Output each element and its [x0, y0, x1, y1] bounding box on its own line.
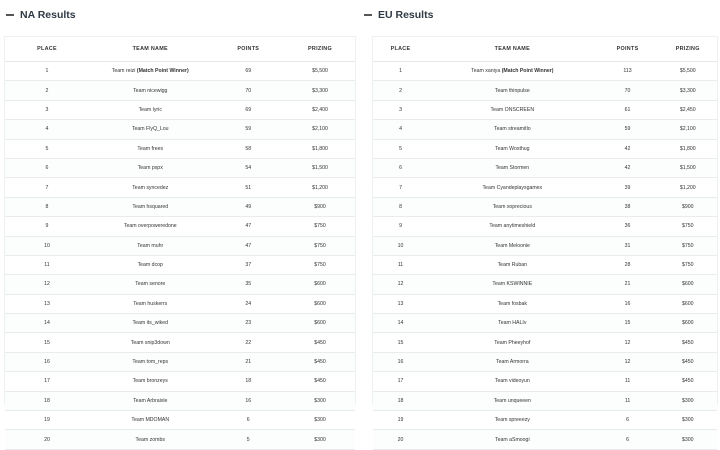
team-name-cell	[428, 255, 597, 274]
table-row	[5, 158, 355, 177]
eu-results-header[interactable]	[362, 0, 720, 30]
team-name: Team Armorra	[496, 359, 529, 366]
team-name-cell	[428, 430, 597, 449]
team-name: Team Pheeyhof	[494, 339, 531, 346]
team-name-column-header: TEAM NAME	[428, 37, 597, 62]
place-cell: 19	[5, 411, 89, 430]
team-name-cell	[428, 372, 597, 391]
prizing-cell: $600	[285, 275, 355, 294]
prizing-cell: $750	[285, 217, 355, 236]
prizing-cell: $1,200	[659, 178, 718, 197]
prizing-cell: $750	[659, 236, 718, 255]
team-name-cell	[89, 411, 212, 430]
prizing-cell: $450	[659, 372, 718, 391]
prizing-cell: $750	[285, 236, 355, 255]
team-name: Team MDOMAN	[131, 417, 170, 424]
points-cell: 5	[212, 430, 286, 449]
team-name: Team frees	[137, 145, 164, 152]
table-row	[373, 391, 717, 410]
prizing-cell: $300	[285, 430, 355, 449]
points-cell: 28	[597, 255, 659, 274]
eu-results-title: EU Results	[378, 9, 434, 21]
na-results-header[interactable]	[0, 0, 360, 30]
table-header-row	[373, 37, 717, 62]
match-point-winner-note: (Match Point Winner)	[501, 68, 554, 75]
collapse-icon[interactable]	[6, 14, 14, 16]
table-row	[373, 81, 717, 100]
points-cell: 6	[212, 411, 286, 430]
team-name: Team zombs	[135, 436, 165, 443]
prizing-cell: $900	[285, 197, 355, 216]
prizing-cell: $5,500	[285, 62, 355, 81]
place-cell: 3	[373, 100, 428, 119]
team-name: Team spreeezy	[494, 417, 530, 424]
place-cell: 6	[373, 158, 428, 177]
points-cell: 113	[597, 62, 659, 81]
points-cell: 23	[212, 314, 286, 333]
team-name-cell	[428, 391, 597, 410]
collapse-icon[interactable]	[364, 14, 372, 16]
team-name-cell	[89, 391, 212, 410]
team-name-column-header: TEAM NAME	[89, 37, 212, 62]
team-name: Team its_wiked	[132, 320, 168, 327]
prizing-cell: $3,300	[659, 81, 718, 100]
team-name-cell	[89, 275, 212, 294]
team-name-cell	[89, 197, 212, 216]
na-results-panel	[0, 0, 360, 443]
prizing-cell: $750	[659, 255, 718, 274]
prizing-cell: $600	[659, 314, 718, 333]
team-name: Team unqueeen	[493, 397, 531, 404]
prizing-cell: $900	[659, 197, 718, 216]
points-cell: 42	[597, 158, 659, 177]
prizing-cell: $600	[285, 294, 355, 313]
team-name: Team videoyun	[494, 378, 530, 385]
table-row	[373, 372, 717, 391]
points-cell: 15	[597, 314, 659, 333]
table-row	[373, 275, 717, 294]
points-cell: 59	[597, 120, 659, 139]
team-name: Team xaniya	[471, 68, 501, 75]
prizing-cell: $450	[285, 333, 355, 352]
team-name: Team syncedez	[132, 184, 169, 191]
points-cell: 24	[212, 294, 286, 313]
prizing-cell: $2,100	[659, 120, 718, 139]
team-name-cell	[89, 81, 212, 100]
points-cell: 69	[212, 100, 286, 119]
prizing-cell: $5,500	[659, 62, 718, 81]
table-row	[5, 178, 355, 197]
place-cell: 4	[5, 120, 89, 139]
team-name-cell	[89, 100, 212, 119]
team-name-cell	[89, 62, 212, 81]
team-name: Team aSmoogi	[495, 436, 530, 443]
table-row	[5, 139, 355, 158]
place-cell: 15	[373, 333, 428, 352]
points-column-header: POINTS	[597, 37, 659, 62]
place-cell: 12	[373, 275, 428, 294]
table-row	[5, 333, 355, 352]
points-cell: 35	[212, 275, 286, 294]
prizing-column-header: PRIZING	[285, 37, 355, 62]
place-cell: 13	[373, 294, 428, 313]
table-row	[373, 178, 717, 197]
points-cell: 21	[212, 352, 286, 371]
table-row	[5, 236, 355, 255]
points-cell: 61	[597, 100, 659, 119]
place-cell: 14	[373, 314, 428, 333]
prizing-cell: $750	[659, 217, 718, 236]
team-name: Team streamitlo	[494, 126, 531, 133]
points-cell: 11	[597, 372, 659, 391]
prizing-cell: $2,100	[285, 120, 355, 139]
table-row	[373, 217, 717, 236]
table-row	[5, 81, 355, 100]
table-row	[5, 120, 355, 139]
team-name: Team reizi	[111, 68, 136, 75]
team-name: Team Ruban	[497, 262, 528, 269]
prizing-cell: $600	[659, 275, 718, 294]
eu-results-table	[373, 37, 717, 450]
prizing-cell: $300	[659, 430, 718, 449]
table-header-row	[5, 37, 355, 62]
place-cell: 12	[5, 275, 89, 294]
prizing-cell: $3,300	[285, 81, 355, 100]
prizing-cell: $750	[285, 255, 355, 274]
na-results-table-card	[4, 36, 356, 443]
team-name: Team Meloonie	[494, 242, 530, 249]
place-cell: 15	[5, 333, 89, 352]
team-name: Team Stormen	[495, 165, 530, 172]
points-cell: 16	[212, 391, 286, 410]
points-cell: 6	[597, 430, 659, 449]
points-cell: 11	[597, 391, 659, 410]
match-point-winner-note: (Match Point Winner)	[136, 68, 189, 75]
place-cell: 8	[373, 197, 428, 216]
prizing-cell: $450	[659, 333, 718, 352]
team-name-cell	[428, 352, 597, 371]
team-name-cell	[428, 294, 597, 313]
na-results-title: NA Results	[20, 9, 76, 21]
place-cell: 11	[373, 255, 428, 274]
table-row	[373, 62, 717, 81]
place-cell: 17	[373, 372, 428, 391]
place-cell: 3	[5, 100, 89, 119]
points-cell: 12	[597, 333, 659, 352]
place-cell: 5	[5, 139, 89, 158]
prizing-cell: $2,450	[659, 100, 718, 119]
team-name-cell	[89, 158, 212, 177]
place-cell: 13	[5, 294, 89, 313]
team-name: Team Arbraixle	[133, 397, 168, 404]
na-results-body	[5, 62, 355, 450]
prizing-column-header: PRIZING	[659, 37, 718, 62]
points-cell: 12	[597, 352, 659, 371]
team-name: Team nicewigg	[133, 87, 168, 94]
points-cell: 38	[597, 197, 659, 216]
table-row	[5, 255, 355, 274]
team-name: Team HALIv	[498, 320, 527, 327]
table-row	[5, 100, 355, 119]
table-row	[5, 314, 355, 333]
prizing-cell: $300	[285, 411, 355, 430]
prizing-cell: $1,800	[659, 139, 718, 158]
prizing-cell: $1,500	[659, 158, 718, 177]
prizing-cell: $1,500	[285, 158, 355, 177]
points-cell: 69	[212, 62, 286, 81]
team-name-cell	[428, 236, 597, 255]
prizing-cell: $300	[659, 391, 718, 410]
team-name: Team tom_reps	[132, 359, 169, 366]
prizing-cell: $300	[285, 391, 355, 410]
team-name-cell	[428, 100, 597, 119]
team-name-cell	[428, 314, 597, 333]
points-cell: 47	[212, 236, 286, 255]
team-name: Team snip3down	[130, 339, 170, 346]
points-cell: 70	[597, 81, 659, 100]
place-cell: 14	[5, 314, 89, 333]
place-cell: 1	[5, 62, 89, 81]
team-name-cell	[428, 81, 597, 100]
table-row	[373, 255, 717, 274]
points-cell: 6	[597, 411, 659, 430]
team-name: Team ONSCREEN	[490, 106, 535, 113]
place-cell: 10	[5, 236, 89, 255]
place-cell: 16	[373, 352, 428, 371]
points-cell: 70	[212, 81, 286, 100]
team-name: Team overpoweredone	[123, 223, 177, 230]
table-row	[373, 333, 717, 352]
points-cell: 54	[212, 158, 286, 177]
table-row	[373, 352, 717, 371]
place-cell: 9	[5, 217, 89, 236]
team-name-cell	[428, 120, 597, 139]
place-column-header: PLACE	[5, 37, 89, 62]
table-row	[373, 411, 717, 430]
table-row	[373, 430, 717, 449]
points-cell: 39	[597, 178, 659, 197]
points-column-header: POINTS	[212, 37, 286, 62]
table-row	[5, 352, 355, 371]
eu-results-table-card	[372, 36, 718, 443]
table-row	[5, 197, 355, 216]
team-name-cell	[89, 294, 212, 313]
table-row	[373, 294, 717, 313]
points-cell: 37	[212, 255, 286, 274]
team-name-cell	[89, 236, 212, 255]
team-name-cell	[89, 178, 212, 197]
team-name: Team lyric	[138, 106, 162, 113]
place-cell: 7	[5, 178, 89, 197]
team-name-cell	[428, 333, 597, 352]
points-cell: 59	[212, 120, 286, 139]
table-row	[373, 120, 717, 139]
team-name: Team fosbak	[497, 300, 528, 307]
na-results-table	[5, 37, 355, 450]
table-row	[373, 158, 717, 177]
team-name-cell	[89, 314, 212, 333]
team-name: Team muhr	[137, 242, 164, 249]
points-cell: 31	[597, 236, 659, 255]
place-cell: 1	[373, 62, 428, 81]
table-row	[373, 314, 717, 333]
prizing-cell: $1,200	[285, 178, 355, 197]
team-name: Team Wosthug	[495, 145, 530, 152]
team-name-cell	[428, 197, 597, 216]
team-name-cell	[428, 62, 597, 81]
points-cell: 58	[212, 139, 286, 158]
table-row	[373, 139, 717, 158]
points-cell: 22	[212, 333, 286, 352]
team-name-cell	[428, 275, 597, 294]
place-cell: 19	[373, 411, 428, 430]
team-name: Team huskerrs	[133, 300, 168, 307]
table-row	[5, 62, 355, 81]
prizing-cell: $600	[285, 314, 355, 333]
table-row	[5, 430, 355, 449]
prizing-cell: $600	[659, 294, 718, 313]
team-name-cell	[89, 352, 212, 371]
team-name-cell	[428, 178, 597, 197]
team-name-cell	[428, 139, 597, 158]
place-cell: 10	[373, 236, 428, 255]
team-name-cell	[89, 139, 212, 158]
points-cell: 16	[597, 294, 659, 313]
team-name-cell	[428, 411, 597, 430]
place-cell: 18	[5, 391, 89, 410]
place-cell: 7	[373, 178, 428, 197]
team-name: Team dcop	[137, 262, 163, 269]
table-row	[373, 197, 717, 216]
team-name-cell	[428, 158, 597, 177]
place-cell: 18	[373, 391, 428, 410]
place-cell: 20	[5, 430, 89, 449]
prizing-cell: $1,800	[285, 139, 355, 158]
team-name: Team FlyQ_Lou	[131, 126, 169, 133]
points-cell: 49	[212, 197, 286, 216]
team-name-cell	[89, 120, 212, 139]
team-name: Team xoprecious	[492, 203, 532, 210]
team-name-cell	[89, 430, 212, 449]
table-row	[5, 294, 355, 313]
place-cell: 6	[5, 158, 89, 177]
team-name: Team hsquared	[132, 203, 169, 210]
points-cell: 51	[212, 178, 286, 197]
place-column-header: PLACE	[373, 37, 428, 62]
place-cell: 17	[5, 372, 89, 391]
team-name-cell	[89, 372, 212, 391]
eu-results-body	[373, 62, 717, 450]
table-row	[5, 275, 355, 294]
team-name-cell	[428, 217, 597, 236]
points-cell: 42	[597, 139, 659, 158]
prizing-cell: $2,400	[285, 100, 355, 119]
place-cell: 9	[373, 217, 428, 236]
table-row	[373, 236, 717, 255]
prizing-cell: $450	[285, 372, 355, 391]
team-name: Team KSWINNIE	[492, 281, 533, 288]
team-name: Team thinpulse	[494, 87, 530, 94]
table-row	[5, 217, 355, 236]
team-name: Team bronzeys	[132, 378, 168, 385]
points-cell: 18	[212, 372, 286, 391]
place-cell: 2	[5, 81, 89, 100]
points-cell: 21	[597, 275, 659, 294]
table-row	[373, 100, 717, 119]
table-row	[5, 411, 355, 430]
place-cell: 11	[5, 255, 89, 274]
table-row	[5, 372, 355, 391]
prizing-cell: $450	[659, 352, 718, 371]
points-cell: 36	[597, 217, 659, 236]
place-cell: 8	[5, 197, 89, 216]
place-cell: 20	[373, 430, 428, 449]
team-name: Team senore	[135, 281, 166, 288]
place-cell: 5	[373, 139, 428, 158]
eu-results-panel	[362, 0, 720, 443]
team-name-cell	[89, 217, 212, 236]
prizing-cell: $300	[659, 411, 718, 430]
prizing-cell: $450	[285, 352, 355, 371]
place-cell: 2	[373, 81, 428, 100]
place-cell: 4	[373, 120, 428, 139]
place-cell: 16	[5, 352, 89, 371]
team-name: Team Cyandeplaysgamex	[482, 184, 543, 191]
team-name: Team anytimeshield	[489, 223, 536, 230]
table-row	[5, 391, 355, 410]
team-name: Team pxpx	[137, 165, 163, 172]
team-name-cell	[89, 255, 212, 274]
team-name-cell	[89, 333, 212, 352]
points-cell: 47	[212, 217, 286, 236]
